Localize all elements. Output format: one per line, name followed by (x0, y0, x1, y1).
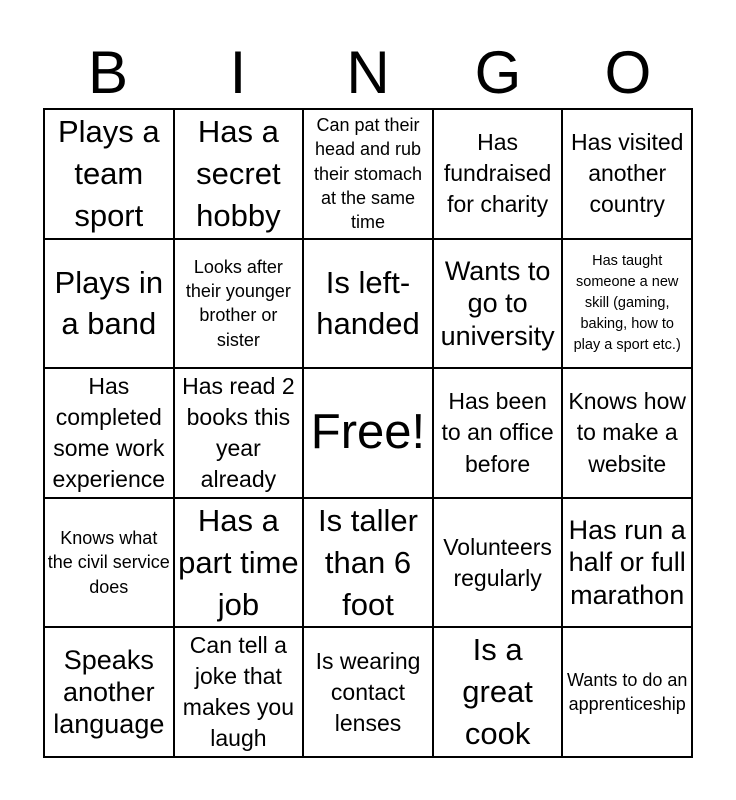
cell-text: Knows how to make a website (568, 388, 686, 477)
bingo-cell[interactable] (174, 239, 304, 369)
bingo-cell[interactable] (562, 368, 692, 498)
cell-text: Has run a half or full marathon (568, 515, 686, 610)
cell-text: Wants to go to university (440, 255, 555, 351)
cell-text: Can tell a joke that makes you laugh (182, 632, 294, 752)
bingo-cell[interactable] (433, 498, 563, 628)
cell-text: Wants to do an apprenticeship (566, 669, 688, 715)
bingo-title (43, 38, 693, 108)
bingo-cell[interactable] (562, 498, 692, 628)
bingo-cell[interactable] (433, 239, 563, 369)
bingo-cell[interactable] (433, 627, 563, 757)
bingo-cell[interactable] (44, 368, 174, 498)
cell-text: Has been to an office before (441, 388, 554, 477)
title-letter-o: O (604, 39, 652, 106)
bingo-cell[interactable] (303, 239, 433, 369)
cell-text: Has visited another country (570, 129, 684, 218)
bingo-cell[interactable] (44, 109, 174, 239)
bingo-cell[interactable] (433, 368, 563, 498)
bingo-cell[interactable] (44, 239, 174, 369)
cell-text: Speaks another language (53, 644, 165, 740)
bingo-cell[interactable] (562, 627, 692, 757)
cell-text: Is a great cook (462, 632, 533, 752)
bingo-cell[interactable] (433, 109, 563, 239)
cell-text: Plays in a band (54, 264, 164, 342)
bingo-cell[interactable] (44, 498, 174, 628)
cell-text: Looks after their younger brother or sister (185, 256, 291, 350)
bingo-cell[interactable] (174, 498, 304, 628)
bingo-cell[interactable] (562, 239, 692, 369)
cell-text: Is taller than 6 foot (318, 502, 418, 622)
cell-text: Has a part time job (178, 502, 299, 622)
cell-text: Has a secret hobby (196, 114, 281, 233)
cell-text: Has read 2 books this year already (182, 372, 295, 493)
free-cell[interactable] (303, 368, 433, 498)
bingo-cell[interactable] (303, 498, 433, 628)
bingo-grid (43, 108, 693, 758)
bingo-cell[interactable] (44, 627, 174, 757)
cell-text: Plays a team sport (57, 114, 160, 233)
cell-text: Has fundraised for charity (443, 129, 552, 218)
cell-text: Free! (310, 405, 426, 460)
cell-text: Volunteers regularly (443, 533, 552, 591)
cell-text: Has completed some work experience (52, 372, 166, 493)
bingo-cell[interactable] (562, 109, 692, 239)
title-letter-n: N (346, 39, 390, 106)
title-letter-i: I (229, 39, 247, 106)
bingo-cell[interactable] (174, 109, 304, 239)
title-letter-b: B (87, 39, 129, 106)
bingo-cell[interactable] (174, 627, 304, 757)
cell-text: Knows what the civil service does (47, 528, 170, 597)
bingo-cell[interactable] (174, 368, 304, 498)
cell-text: Is left-handed (316, 264, 420, 342)
cell-text: Is wearing contact lenses (315, 647, 421, 736)
cell-text: Can pat their head and rub their stomach at the same time (313, 115, 423, 233)
cell-text: Has taught someone a new skill (gaming, baking, how to play a sport etc.) (573, 252, 681, 353)
bingo-cell[interactable] (303, 109, 433, 239)
title-letter-g: G (474, 39, 522, 106)
bingo-cell[interactable] (303, 627, 433, 757)
